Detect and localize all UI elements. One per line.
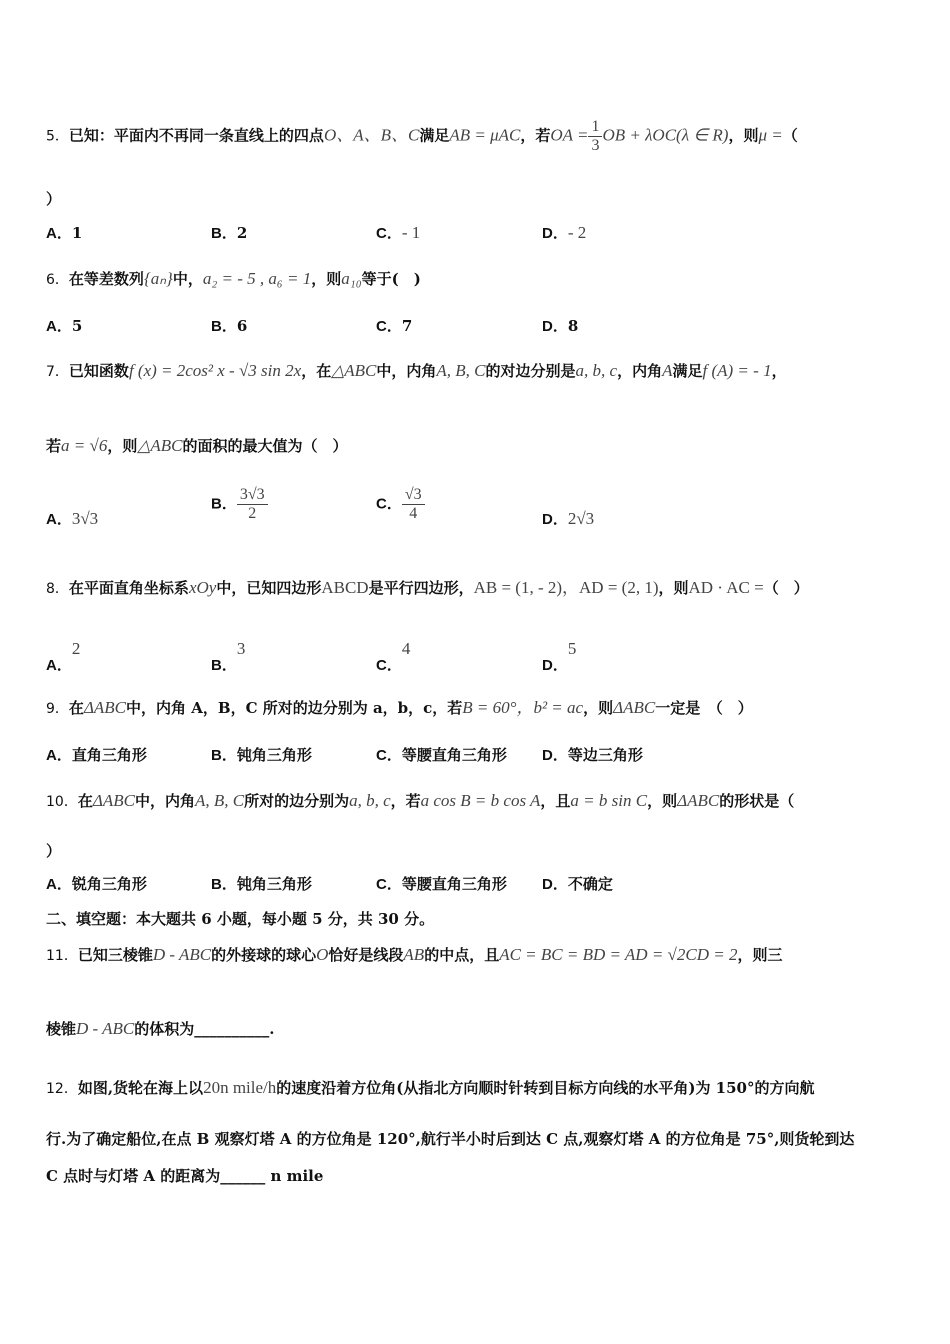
question-10-line-2: ） [46, 842, 62, 860]
option-d: D．8 [542, 317, 579, 335]
option-b: B． $\frac{3√3}{2}$ [211, 486, 268, 523]
question-10-line-1: 10．在ΔABC中，内角A, B, C所对的边分别为a, b, c，若a cos B = b cos A，且a = b sin C，则ΔABC的形状是（ [46, 791, 795, 810]
question-number: 9． [46, 701, 69, 717]
question-11-line-2: 棱锥D - ABC的体积为__________. [46, 1019, 275, 1038]
question-6-line-1: 6．在等差数列{aₙ}中，a₂ = - 5 , a₆ = 1，则a₁₀等于( ) [46, 269, 421, 288]
option-b: B．2 [211, 224, 248, 242]
option-d: D．2√3 [542, 509, 595, 528]
math: f (x) = 2cos² x - √3 sin 2x [128, 361, 302, 380]
option-a: A．2 [46, 639, 81, 674]
math: ΔABC [613, 698, 656, 717]
math: a₂ = - 5 , a₆ = 1 [202, 269, 312, 288]
question-number: 11． [46, 948, 78, 964]
option-c: C． $\frac{√3}{4}$ [376, 486, 425, 523]
option-b: B．钝角三角形 [211, 875, 312, 893]
math: ABCD [321, 578, 369, 597]
text: ） [46, 190, 62, 208]
math: OB + λOC(λ ∈ R) [602, 125, 729, 145]
math: ΔABC [677, 791, 720, 810]
question-number: 7． [46, 364, 69, 380]
fraction-denominator: 3 [591, 137, 600, 154]
math: OA = [550, 125, 589, 145]
fraction [588, 118, 602, 155]
option-d: D．不确定 [542, 875, 613, 893]
math: AB = μAC [449, 125, 521, 145]
math: a = b sin C [570, 791, 648, 810]
option-c: C．7 [376, 317, 413, 335]
question-12-line-1: 12．如图,货轮在海上以20n mile/h的速度沿着方位角(从指北方向顺时针转到目标方向线的水平角)为 150°的方向航 [46, 1078, 815, 1097]
option-a: A．3√3 [46, 509, 99, 528]
option-c: C．- 1 [376, 223, 421, 242]
text: 已知：平面内不再同一条直线上的四点 [68, 126, 324, 145]
question-number: 8． [46, 581, 69, 597]
question-12-line-2: 行.为了确定船位,在点 B 观察灯塔 A 的方位角是 120°,航行半小时后到达 C 点,观察灯塔 A 的方位角是 75°,则货轮到达 [46, 1130, 855, 1148]
option-c: C．等腰直角三角形 [376, 746, 507, 764]
option-a: A．5 [46, 317, 83, 335]
question-9-line-1: 9．在ΔABC中，内角 A，B，C 所对的边分别为 a，b，c，若B = 60°，b² = ac，则ΔABC一定是 （ ） [46, 698, 753, 717]
fraction-numerator: 1 [588, 118, 602, 137]
text: ，则 [728, 126, 759, 145]
math: B = 60°， [462, 698, 534, 717]
math: O [316, 945, 329, 964]
option-b: B．6 [211, 317, 248, 335]
fraction: $\frac{√3}{4}$ [402, 486, 425, 523]
question-12-line-3: C 点时与灯塔 A 的距离为______ n mile [46, 1167, 324, 1185]
option-a: A．直角三角形 [46, 746, 147, 764]
math: AD = (2, 1) [579, 578, 659, 597]
question-number: 5． [46, 128, 69, 145]
question-number: 10． [46, 794, 78, 810]
math: f (A) = - 1 [702, 361, 772, 380]
option-d: D．等边三角形 [542, 746, 643, 764]
question-11-line-1: 11．已知三棱锥D - ABC的外接球的球心O恰好是线段AB的中点，且AC = BC = BD = AD = √2CD = 2，则三 [46, 945, 783, 964]
math: a, b, c [575, 361, 618, 380]
math: a cos B = b cos A [420, 791, 541, 810]
math: b² = ac [533, 698, 584, 717]
question-5-line-1 [46, 118, 910, 155]
math: AC = BC = BD = AD = √2CD = 2 [499, 945, 738, 964]
question-number: 12． [46, 1081, 78, 1097]
option-d: D．- 2 [542, 223, 587, 242]
math: a = √6 [61, 436, 108, 455]
math: A, B, C [436, 361, 486, 380]
option-a: A．锐角三角形 [46, 875, 147, 893]
math: △ABC [137, 436, 183, 455]
text: ，若 [520, 126, 551, 145]
math: μ = [758, 125, 783, 145]
math: xOy [188, 578, 217, 597]
math: AB [403, 945, 425, 964]
math: D - ABC [152, 945, 212, 964]
option-c: C．等腰直角三角形 [376, 875, 507, 893]
math: ΔABC [92, 791, 135, 810]
math: D - ABC [76, 1019, 135, 1038]
option-a: A．1 [46, 224, 83, 242]
math: 20n mile/h [203, 1078, 277, 1097]
math: {aₙ} [143, 269, 173, 288]
option-b: B．3 [211, 639, 246, 674]
math: A [662, 361, 673, 380]
option-d: D．5 [542, 639, 577, 674]
math: △ABC [331, 361, 377, 380]
math: AB = (1, - 2)， [473, 578, 580, 597]
question-8-line-1: 8．在平面直角坐标系xOy中，已知四边形ABCD是平行四边形，AB = (1, - 2)，AD = (2, 1)，则AD · AC =（ ） [46, 578, 809, 597]
math: AD · AC = [688, 578, 764, 597]
math: ΔABC [83, 698, 127, 717]
math: A, B, C [194, 791, 245, 810]
question-7-line-1: 7．已知函数f (x) = 2cos² x - √3 sin 2x，在△ABC中，内角A, B, C的对边分别是a, b, c，内角A满足f (A) = - 1， [46, 361, 787, 380]
text: （ [782, 126, 798, 145]
math: a, b, c [349, 791, 391, 810]
fraction: $\frac{3√3}{2}$ [237, 486, 268, 523]
text: 满足 [419, 126, 450, 145]
math: O、A、B、C [323, 125, 420, 145]
question-number: 6． [46, 272, 69, 288]
option-c: C．4 [376, 639, 411, 674]
option-b: B．钝角三角形 [211, 746, 312, 764]
section-heading: 二、填空题：本大题共 6 小题，每小题 5 分，共 30 分。 [46, 910, 435, 928]
math: a₁₀ [341, 269, 362, 288]
question-7-line-2: 若a = √6，则△ABC的面积的最大值为（ ） [46, 436, 348, 455]
question-5-line-2 [46, 188, 910, 210]
